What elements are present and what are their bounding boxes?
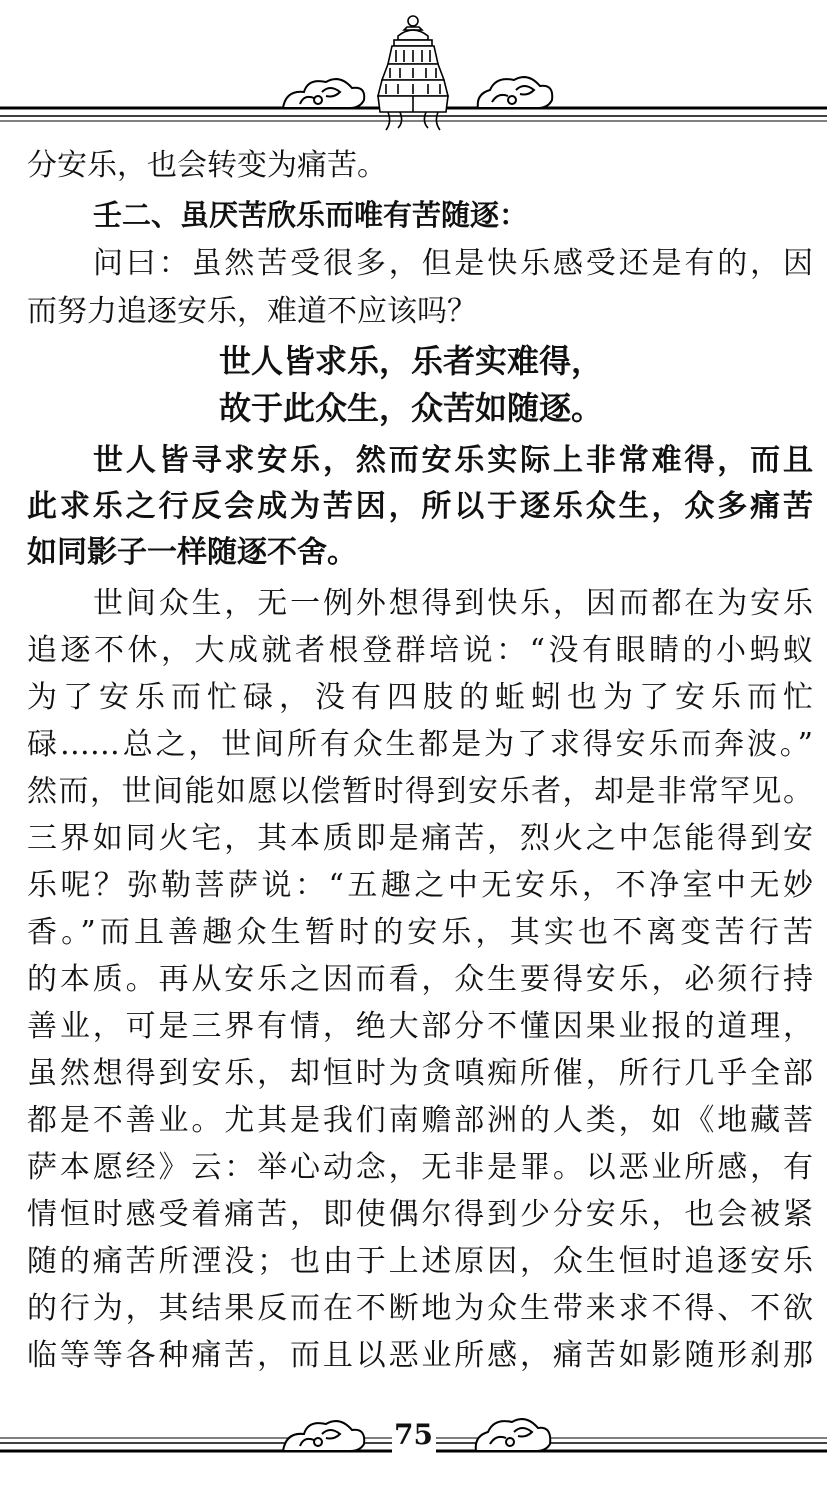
body-line: 然而，世间能如愿以偿暂时得到安乐者，却是非常罕见。 [27, 774, 813, 809]
verse-line: 故于此众生，众苦如随逐。 [219, 389, 604, 427]
question-line: 问曰：虽然苦受很多，但是快乐感受还是有的，因 [93, 246, 813, 281]
commentary-line: 如同影子一样随逐不舍。 [27, 535, 357, 570]
verse-line: 世人皆求乐，乐者实难得， [219, 342, 604, 380]
header-ornament [0, 0, 827, 140]
body-line: 乐呢？弥勒菩萨说：“五趣之中无安乐，不净室中无妙 [27, 868, 813, 903]
page-number: 75 [394, 1418, 433, 1451]
body-line: 的本质。再从安乐之因而看，众生要得安乐，必须行持 [27, 962, 813, 997]
body-line: 情恒时感受着痛苦，即使偶尔得到少分安乐，也会被紧 [27, 1197, 813, 1232]
continued-line: 分安乐，也会转变为痛苦。 [27, 148, 387, 183]
commentary-paragraph [27, 438, 813, 576]
cloud-ornament-right-icon [478, 77, 553, 108]
body-line: 都是不善业。尤其是我们南赡部洲的人类，如《地藏菩 [27, 1103, 813, 1138]
body-line: 为了安乐而忙碌，没有四肢的蚯蚓也为了安乐而忙 [27, 680, 813, 715]
victory-banner-icon [378, 16, 448, 130]
verse [27, 338, 813, 432]
body-line: 随的痛苦所湮没；也由于上述原因，众生恒时追逐安乐 [27, 1244, 813, 1279]
body-line: 虽然想得到安乐，却恒时为贪嗔痴所催，所行几乎全部 [27, 1056, 813, 1091]
question-paragraph [27, 240, 813, 336]
body-line: 香。”而且善趣众生暂时的安乐，其实也不离变苦行苦 [27, 915, 813, 950]
body-line: 善业，可是三界有情，绝大部分不懂因果业报的道理， [27, 1009, 813, 1044]
body-line: 碌……总之，世间所有众生都是为了求得安乐而奔波。” [27, 727, 813, 762]
body-line: 临等等各种痛苦，而且以恶业所感，痛苦如影随形刹那 [27, 1338, 813, 1373]
body-line: 萨本愿经》云：举心动念，无非是罪。以恶业所感，有 [27, 1150, 813, 1185]
question-line: 而努力追逐安乐，难道不应该吗？ [27, 294, 477, 329]
commentary-line: 世人皆寻求安乐，然而安乐实际上非常难得，而且 [93, 443, 813, 478]
cloud-ornament-left-icon [283, 79, 364, 108]
page-content [27, 142, 813, 1379]
body-line: 世间众生，无一例外想得到快乐，因而都在为安乐 [93, 586, 813, 621]
body-line: 三界如同火宅，其本质即是痛苦，烈火之中怎能得到安 [27, 821, 813, 856]
section-heading: 壬二、虽厌苦欣乐而唯有苦随逐： [93, 198, 529, 232]
commentary-line: 此求乐之行反会成为苦因，所以于逐乐众生，众多痛苦 [27, 489, 813, 524]
body-line: 追逐不休，大成就者根登群培说：“没有眼睛的小蚂蚁 [27, 633, 813, 668]
body-line: 的行为，其结果反而在不断地为众生带来求不得、不欲 [27, 1291, 813, 1326]
body-paragraph [27, 580, 813, 1379]
